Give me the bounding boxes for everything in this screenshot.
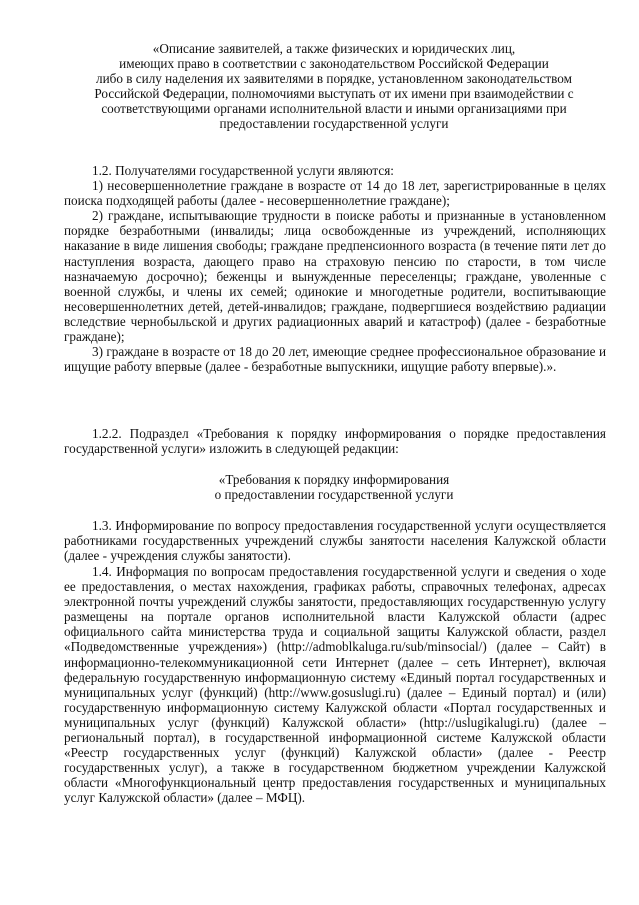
sub-heading-line: о предоставлении государственной услуги <box>214 487 454 503</box>
heading-line: соответствующими органами исполнительной власти и иными организациями при <box>101 101 567 117</box>
heading-line: либо в силу наделения их заявителями в порядке, установленном законодательством <box>96 71 572 87</box>
sub-heading <box>64 472 604 502</box>
paragraph-item-1: 1) несовершеннолетние граждане в возрасте от 14 до 18 лет, зарегистрированные в целях поиска подходящей работы (далее - несовершеннолетние граждане); <box>64 178 606 209</box>
paragraph-1-4: 1.4. Информация по вопросам предоставления государственной услуги и сведения о ходе ее предоставления, о местах нахождения, графиках работы, справочных телефонах, адресах электронной почты учреждений службы занятости, предоставляющих государственную услугу размещены на портале органов исполнительной власти Калужской области (адрес официального сайта министерства труда и социальной защиты Калужской области, раздел «Подведомственные учреждения») (http://admoblkaluga.ru/sub/minsocial/) (далее – Сайт) в информационно-телекоммуникационной сети Интернет (далее – сеть Интернет), включая федеральную государственную информационную систему «Единый портал государственных и муниципальных услуг (функций) (http://www.gosuslugi.ru) (далее – Единый портал) и (или) государственную информационную систему Калужской области «Портал государственных и муниципальных услуг (функций) Калужской области» (http://uslugikalugi.ru) (далее – региональный портал), в государственной информационной системе Калужской области «Реестр государственных услуг (функций) Калужской области» (далее - Реестр государственных услуг), а также в государственном бюджетном учреждении Калужской области «Многофункциональный центр предоставления государственных и муниципальных услуг Калужской области» (далее – МФЦ). <box>64 564 606 806</box>
section-1-2-2 <box>64 426 606 456</box>
document-heading <box>64 41 604 132</box>
heading-line: «Описание заявителей, а также физических и юридических лиц, <box>152 41 516 56</box>
paragraph-intro: 1.2. Получателями государственной услуги являются: <box>92 163 394 178</box>
paragraph-1-2-2: 1.2.2. Подраздел «Требования к порядку информирования о порядке предоставления государственной услуги» изложить в следующей редакции: <box>64 426 606 457</box>
paragraph-1-3: 1.3. Информирование по вопросу предоставления государственной услуги осуществляется работниками государственных учреждений службы занятости населения Калужской области (далее - учреждения службы занятости). <box>64 518 606 564</box>
heading-line: Российской Федерации, полномочиями выступать от их имени при взаимодействии с <box>94 86 574 102</box>
heading-line: имеющих право в соответствии с законодательством Российской Федерации <box>119 56 549 72</box>
section-1-3 <box>64 518 606 563</box>
paragraph-item-2: 2) граждане, испытывающие трудности в поиске работы и признанные в установленном порядке безработными (инвалиды; лица освобожденные из учреждений, исполняющих наказание в виде лишения свободы; граждане предпенсионного возраста (в течение пяти лет до наступления возраста, дающего право на страховую пенсию по старости, в том числе назначаемую досрочно); беженцы и вынужденные переселенцы; граждане, уволенные с военной службы, и члены их семей; одинокие и многодетные родители, воспитывающие несовершеннолетних детей, детей-инвалидов; граждане, подвергшиеся воздействию радиации вследствие чернобыльской и других радиационных аварий и катастроф) (далее - безработные граждане); <box>64 208 606 345</box>
sub-heading-line: «Требования к порядку информирования <box>218 472 450 487</box>
paragraph-item-3: 3) граждане в возрасте от 18 до 20 лет, имеющие среднее профессиональное образование и ищущие работу впервые (далее - безработные выпускники, ищущие работу впервые).». <box>64 344 606 375</box>
section-1-4 <box>64 564 606 806</box>
section-1-2 <box>64 163 606 374</box>
heading-line: предоставлении государственной услуги <box>219 116 449 132</box>
